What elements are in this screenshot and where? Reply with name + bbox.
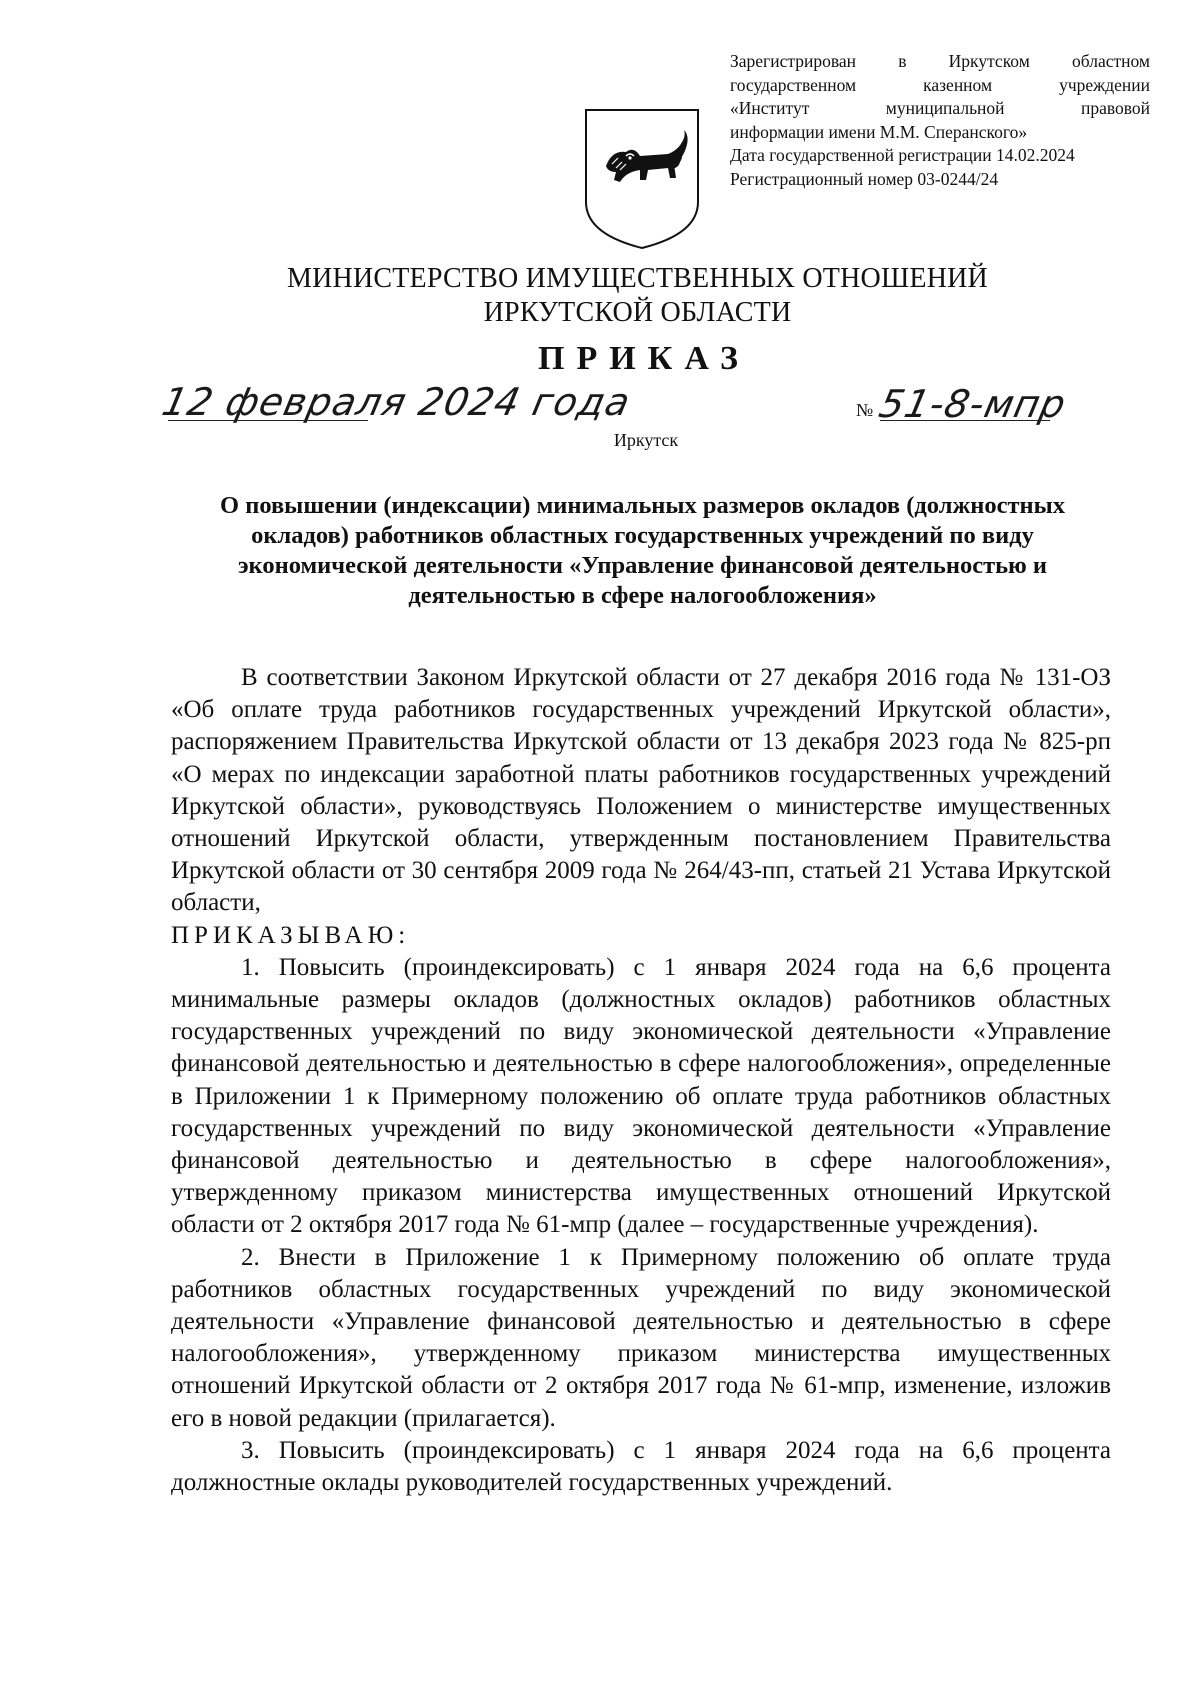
order-item: 2. Внести в Приложение 1 к Примерному положению об оплате труда работников областных государственных учреждений по виду экономической деятельности «Управление финансовой деятельностью и деятельностью в сфере налогообложения», утвержденному приказом министерства имущественных отношений Иркутской области от 2 октября 2017 года № 61-мпр, изменение, изложив его в новой редакции (прилагается). bbox=[171, 1243, 1111, 1432]
registration-line: информации имени М.М. Сперанского» bbox=[730, 121, 1028, 142]
orders-word: ПРИКАЗЫВАЮ: bbox=[171, 921, 411, 949]
order-item: 1. Повысить (проиндексировать) с 1 января 2024 года на 6,6 процента минимальные размеры окладов (должностных окладов) работников областных государственных учреждений по виду экономической деятельности «Управление финансовой деятельностью и деятельностью в сфере налогообложения», определенные в Приложении 1 к Примерному положению об оплате труда работников областных государственных учреждений по виду экономической деятельности «Управление финансовой деятельностью и деятельностью в сфере налогообложения», утвержденному приказом министерства имущественных отношений Иркутской области от 2 октября 2017 года № 61-мпр (далее – государственные учреждения). bbox=[171, 953, 1111, 1239]
city: Иркутск bbox=[613, 430, 679, 450]
registration-stamp bbox=[730, 50, 1150, 191]
preamble-paragraph: В соответствии Законом Иркутской области от 27 декабря 2016 года № 131-ОЗ «Об оплате труда работников государственных учреждений Иркутской области», распоряжением Правительства Иркутской области от 13 декабря 2023 года № 825-рп «О мерах по индексации заработной платы работников государственных учреждений Иркутской области», руководствуясь Положением о министерстве имущественных отношений Иркутской области, утвержденным постановлением Правительства Иркутской области от 30 сентября 2009 года № 264/43-пп, статьей 21 Устава Иркутской области, bbox=[171, 664, 1111, 917]
document-body bbox=[171, 662, 1111, 1499]
handwritten-number: 51-8-мпр bbox=[875, 382, 1071, 426]
ministry-line: МИНИСТЕРСТВО ИМУЩЕСТВЕННЫХ ОТНОШЕНИЙ bbox=[287, 263, 988, 294]
document-heading: О повышении (индексации) минимальных размеров окладов (должностных окладов) работников областных государственных учреждений по виду экономической деятельности «Управление финансовой деятельностью и деятельностью в сфере налогообложения» bbox=[220, 492, 1065, 609]
registration-line: Зарегистрирован в Иркутском областном bbox=[730, 51, 1150, 71]
order-item: 3. Повысить (проиндексировать) с 1 января 2024 года на 6,6 процента должностные оклады руководителей государственных учреждений. bbox=[171, 1436, 1111, 1497]
date-underline bbox=[168, 420, 368, 421]
ministry-line: ИРКУТСКОЙ ОБЛАСТИ bbox=[483, 297, 792, 328]
handwritten-date: 12 февраля 2024 года bbox=[158, 380, 635, 424]
ministry-name bbox=[0, 262, 1200, 330]
order-title: ПРИКАЗ bbox=[538, 340, 750, 377]
coat-of-arms-icon bbox=[582, 106, 702, 252]
registration-line: «Институт муниципальной правовой bbox=[730, 98, 1150, 118]
registration-line: Регистрационный номер 03-0244/24 bbox=[730, 168, 999, 189]
number-sign: № bbox=[856, 400, 874, 420]
registration-line: государственном казенном учреждении bbox=[730, 74, 1150, 95]
number-underline bbox=[880, 420, 1050, 421]
registration-line: Дата государственной регистрации 14.02.2024 bbox=[730, 145, 1075, 165]
